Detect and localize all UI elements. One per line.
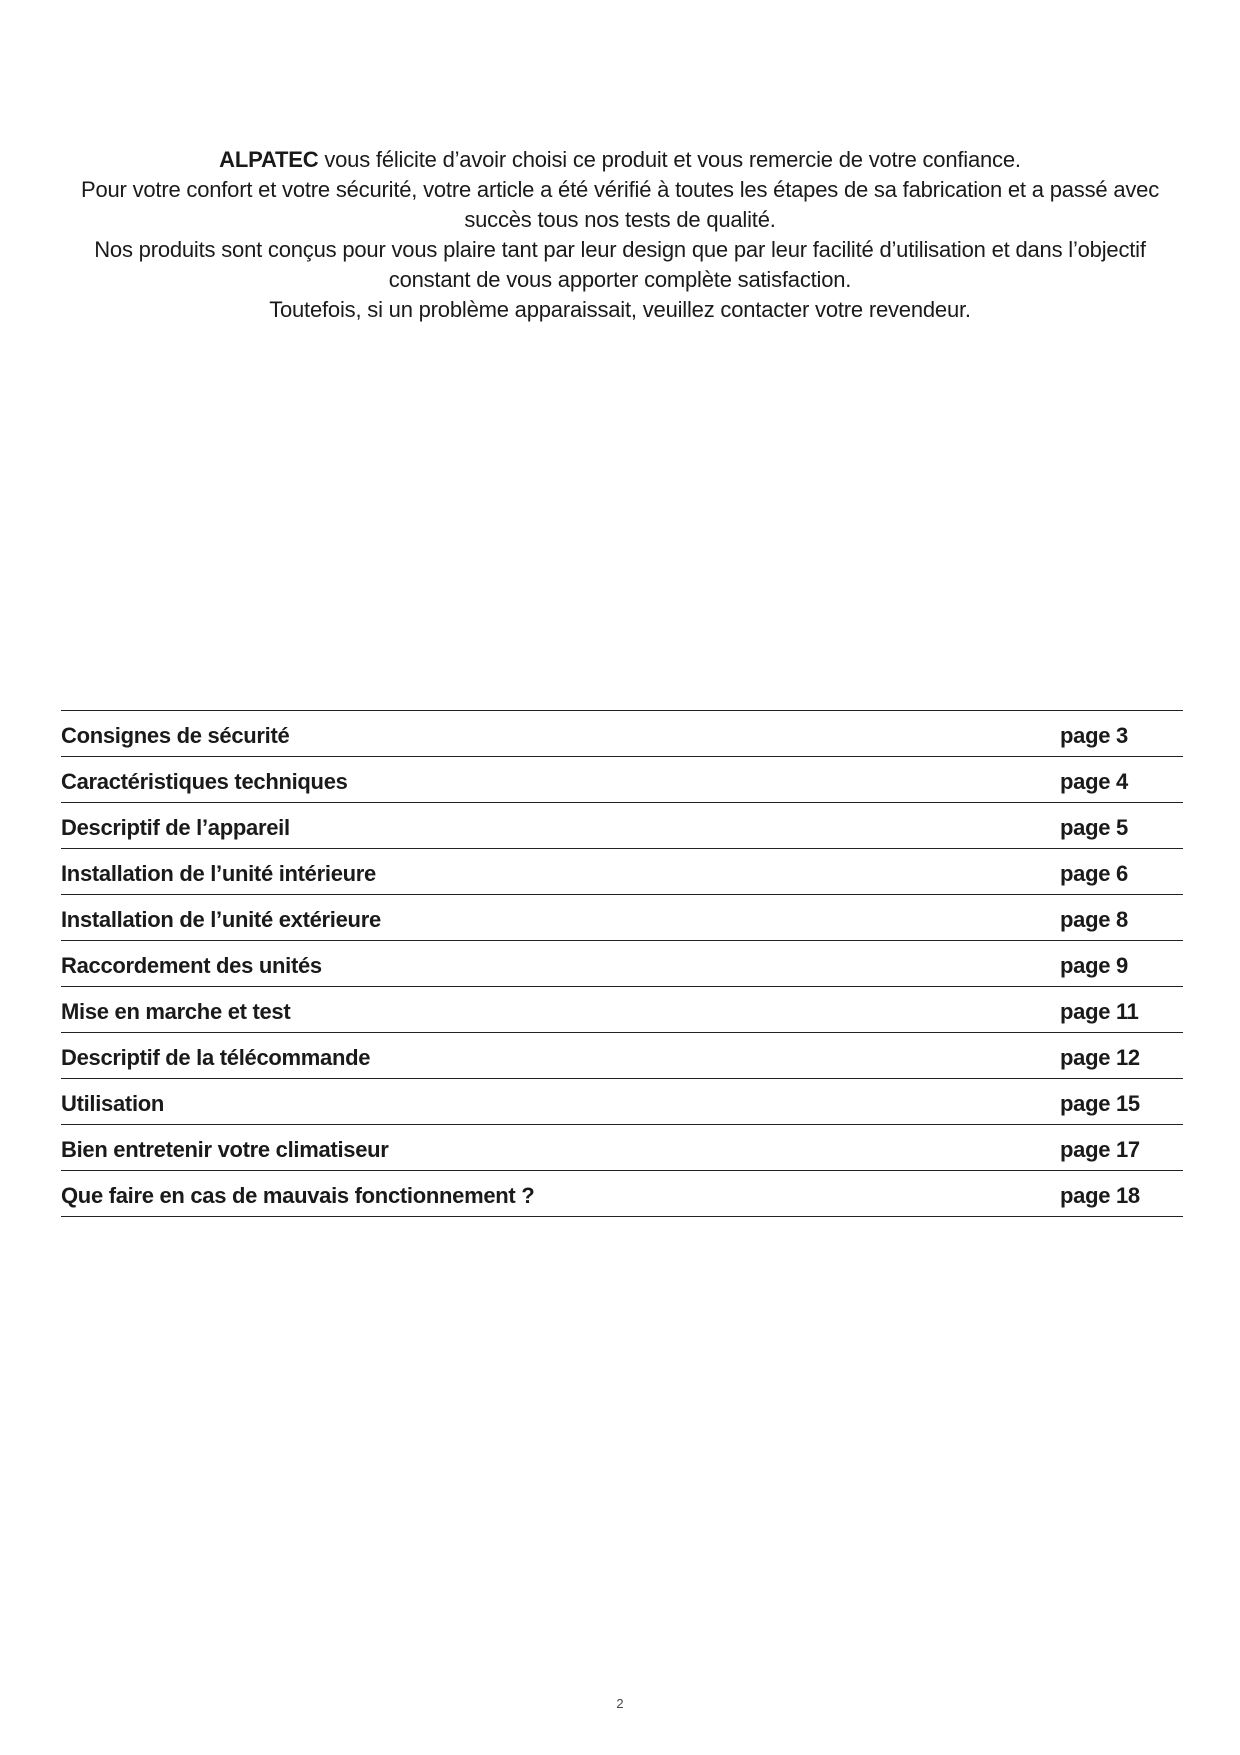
intro-line-1-text: vous félicite d’avoir choisi ce produit et vous remercie de votre confiance. xyxy=(318,147,1021,172)
toc-row[interactable] xyxy=(61,1125,1183,1171)
toc-page: page 18 xyxy=(1060,1183,1140,1208)
intro-line-2: Pour votre confort et votre sécurité, votre article a été vérifié à toutes les étapes de sa fabrication et a passé avec succès tous nos tests de qualité. xyxy=(80,177,1159,232)
toc-page: page 8 xyxy=(1060,907,1128,932)
toc-row[interactable] xyxy=(61,803,1183,849)
toc-title: Descriptif de l’appareil xyxy=(61,815,290,840)
toc-title: Raccordement des unités xyxy=(61,953,322,978)
toc-row[interactable] xyxy=(61,711,1183,757)
toc-row[interactable] xyxy=(61,941,1183,987)
brand-name: ALPATEC xyxy=(219,147,319,172)
toc-row[interactable] xyxy=(61,895,1183,941)
intro-line-1 xyxy=(60,145,1180,175)
toc-row[interactable] xyxy=(61,1171,1183,1217)
toc-row[interactable] xyxy=(61,987,1183,1033)
intro-text xyxy=(60,145,1180,325)
toc-page: page 15 xyxy=(1060,1091,1140,1116)
toc-page: page 12 xyxy=(1060,1045,1140,1070)
table-of-contents xyxy=(61,710,1183,1217)
page-number: 2 xyxy=(616,1696,624,1711)
toc-title: Mise en marche et test xyxy=(61,999,291,1024)
toc-row[interactable] xyxy=(61,1079,1183,1125)
toc-page: page 6 xyxy=(1060,861,1128,886)
toc-row[interactable] xyxy=(61,849,1183,895)
intro-line-4: Toutefois, si un problème apparaissait, veuillez contacter votre revendeur. xyxy=(269,297,971,322)
toc-page: page 3 xyxy=(1060,723,1128,748)
toc-title: Installation de l’unité extérieure xyxy=(61,907,381,932)
toc-page: page 5 xyxy=(1060,815,1128,840)
toc-row[interactable] xyxy=(61,1033,1183,1079)
intro-line-3: Nos produits sont conçus pour vous plaire tant par leur design que par leur facilité d’utilisation et dans l’objectif constant de vous apporter complète satisfaction. xyxy=(94,237,1146,292)
toc-page: page 17 xyxy=(1060,1137,1140,1162)
toc-page: page 9 xyxy=(1060,953,1128,978)
toc-row[interactable] xyxy=(61,757,1183,803)
toc-page: page 11 xyxy=(1060,999,1139,1024)
toc-title: Descriptif de la télécommande xyxy=(61,1045,371,1070)
toc-title: Que faire en cas de mauvais fonctionnement ? xyxy=(61,1183,535,1208)
toc-title: Bien entretenir votre climatiseur xyxy=(61,1137,389,1162)
toc-title: Installation de l’unité intérieure xyxy=(61,861,376,886)
toc-title: Utilisation xyxy=(61,1091,165,1116)
toc-page: page 4 xyxy=(1060,769,1128,794)
toc-title: Consignes de sécurité xyxy=(61,723,290,748)
toc-title: Caractéristiques techniques xyxy=(61,769,348,794)
